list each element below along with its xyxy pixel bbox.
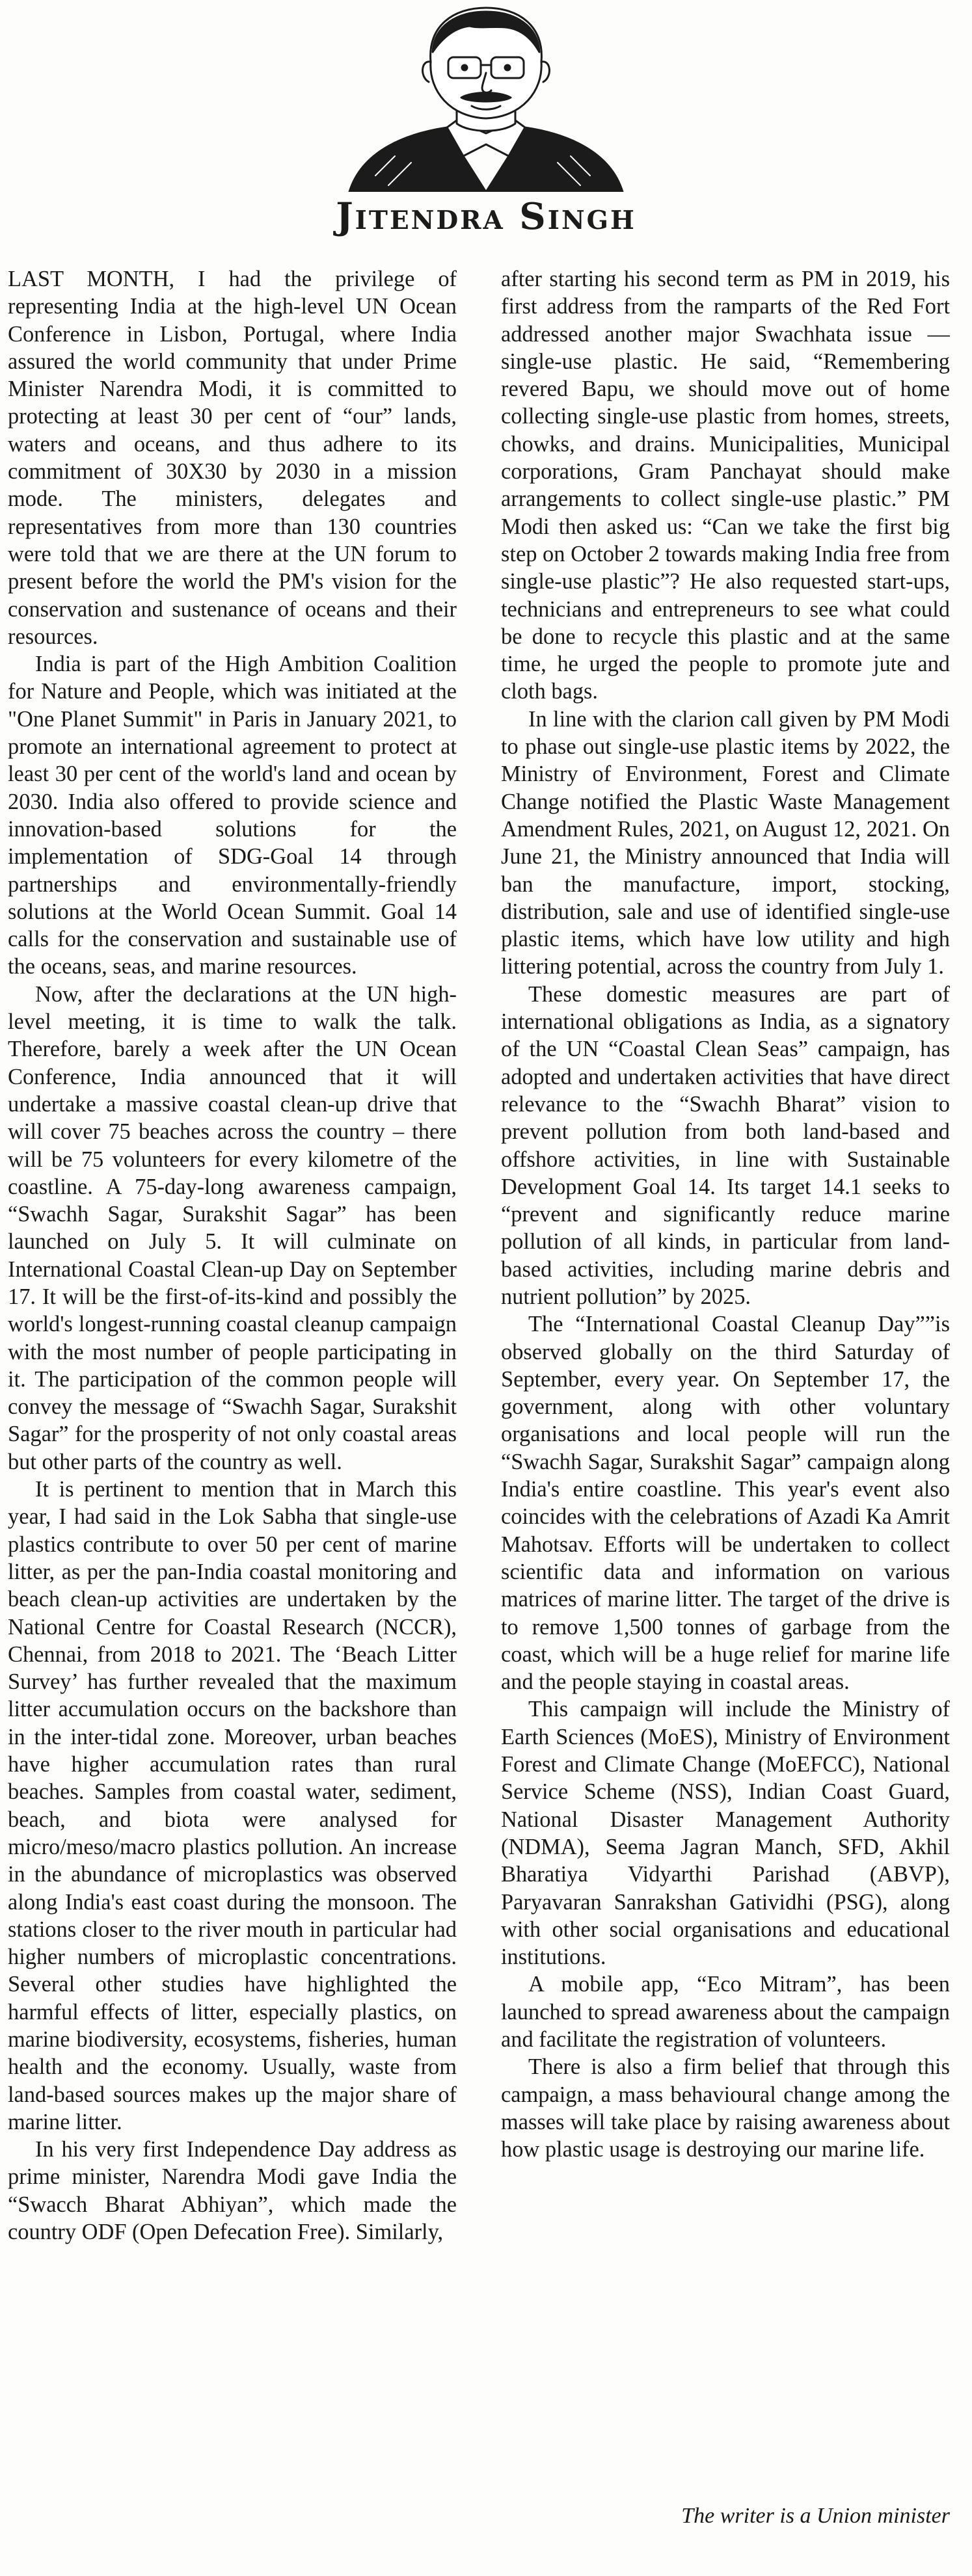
article-column-right — [501, 265, 950, 2516]
caricature-portrait — [323, 0, 649, 192]
article-paragraph: These domestic measures are part of international obligations as India, as a signatory of the UN “Coastal Clean Seas” campaign, has adopted and undertaken activities that have direct relevance to the “Swachh Bharat” vision to prevent pollution from both land-based and offshore activities, in line with Sustainable Development Goal 14. Its target 14.1 seeks to “prevent and significantly reduce marine pollution of all kinds, in particular from land-based activities, including marine debris and nutrient pollution” by 2025. — [501, 981, 950, 1309]
article-paragraph: This campaign will include the Ministry of Earth Sciences (MoES), Ministry of Environment Forest and Climate Change (MoEFCC), National Service Scheme (NSS), Indian Coast Guard, National Disaster Management Authority (NDMA), Seema Jagran Manch, SFD, Akhil Bharatiya Vidyarthi Parishad (ABVP), Paryavaran Sanrakshan Gatividhi (PSG), along with other social organisations and educational institutions. — [501, 1697, 950, 1970]
article-paragraph: There is also a firm belief that through this campaign, a mass behavioural change among the masses will take place by raising awareness about how plastic usage is destroying our marine life. — [501, 2054, 950, 2162]
author-byline: Jitendra Singh — [336, 195, 636, 238]
article-paragraph: The “International Coastal Cleanup Day””is observed globally on the third Saturday of September, every year. On September 17, the government, along with other voluntary organisations and local people will run the “Swachh Sagar, Surakshit Sagar” campaign along India's entire coastline. This year's event also coincides with the celebrations of Azadi Ka Amrit Mahotsav. Efforts will be undertaken to collect scientific data and information on various matrices of marine litter. The target of the drive is to remove 1,500 tonnes of garbage from the coast, which will be a huge relief for marine life and the people staying in coastal areas. — [501, 1312, 950, 1695]
author-signoff: The writer is a Union minister — [681, 2504, 950, 2528]
article-paragraph: LAST MONTH, I had the privilege of representing India at the high-level UN Ocean Conference in Lisbon, Portugal, where India assured the world community that under Prime Minister Narendra Modi, it is committed to protecting at least 30 per cent of “our” lands, waters and oceans, and thus adhere to its commitment of 30X30 by 2030 in a mission mode. The ministers, delegates and representatives from more than 130 countries were told that we are there at the UN forum to present before the world the PM's vision for the conservation and sustenance of oceans and their resources. — [8, 267, 457, 649]
article-paragraph: Now, after the declarations at the UN high-level meeting, it is time to walk the talk. Therefore, barely a week after the UN Ocean Conference, India announced that it will undertake a massive coastal clean-up drive that will cover 75 beaches across the country – there will be 75 volunteers for every kilometre of the coastline. A 75-day-long awareness campaign, “Swachh Sagar, Surakshit Sagar” has been launched on July 5. It will culminate on International Coastal Clean-up Day on September 17. It will be the first-of-its-kind and possibly the world's longest-running coastal cleanup campaign with the most number of people participating in it. The participation of the common people will convey the message of “Swachh Sagar, Surakshit Sagar” for the prosperity of not only coastal areas but other parts of the country as well. — [8, 981, 457, 1474]
article-paragraph: A mobile app, “Eco Mitram”, has been launched to spread awareness about the campaign and facilitate the registration of volunteers. — [501, 1972, 950, 2052]
article-paragraph: after starting his second term as PM in 2019, his first address from the ramparts of the Red Fort addressed another major Swachhata issue — single-use plastic. He said, “Remembering revered Bapu, we should move out of home collecting single-use plastic from homes, streets, chowks, and drains. Municipalities, Municipal corporations, Gram Panchayat should make arrangements to collect single-use plastic.” PM Modi then asked us: “Can we take the first big step on October 2 towards making India free from single-use plastic”? He also requested start-ups, technicians and entrepreneurs to see what could be done to recycle this plastic and at the same time, he urged the people to promote jute and cloth bags. — [501, 267, 950, 704]
article-paragraph: It is pertinent to mention that in March this year, I had said in the Lok Sabha that single-use plastics contribute to over 50 per cent of marine litter, as per the pan-India coastal monitoring and beach clean-up activities are undertaken by the National Centre for Coastal Research (NCCR), Chennai, from 2018 to 2021. The ‘Beach Litter Survey’ has further revealed that the maximum litter accumulation occurs on the backshore than in the inter-tidal zone. Moreover, urban beaches have higher accumulation rates than rural beaches. Samples from coastal water, sediment, beach, and biota were analysed for micro/meso/macro plastics pollution. An increase in the abundance of microplastics was observed along India's east coast during the monsoon. The stations closer to the river mouth in particular had higher numbers of microplastic concentrations. Several other studies have highlighted the harmful effects of litter, especially plastics, on marine biodiversity, ecosystems, fisheries, human health and the economy. Usually, waste from land-based sources makes up the major share of marine litter. — [8, 1477, 457, 2134]
article-paragraph: India is part of the High Ambition Coalition for Nature and People, which was initiated at the "One Planet Summit" in Paris in January 2021, to promote an international agreement to protect at least 30 per cent of the world's land and ocean by 2030. India also offered to provide science and innovation-based solutions for the implementation of SDG-Goal 14 through partnerships and environmentally-friendly solutions at the World Ocean Summit. Goal 14 calls for the conservation and sustainable use of the oceans, seas, and marine resources. — [8, 652, 457, 979]
article-paragraph: In line with the clarion call given by PM Modi to phase out single-use plastic items by 2022, the Ministry of Environment, Forest and Climate Change notified the Plastic Waste Management Amendment Rules, 2021, on August 12, 2021. On June 21, the Ministry announced that India will ban the manufacture, import, stocking, distribution, sale and use of identified single-use plastic items, which have low utility and high littering potential, across the country from July 1. — [501, 706, 950, 979]
article-column-left — [8, 265, 457, 2516]
article-paragraph: In his very first Independence Day address as prime minister, Narendra Modi gave India the “Swacch Bharat Abhiyan”, which made the country ODF (Open Defecation Free). Similarly, — [8, 2137, 457, 2245]
